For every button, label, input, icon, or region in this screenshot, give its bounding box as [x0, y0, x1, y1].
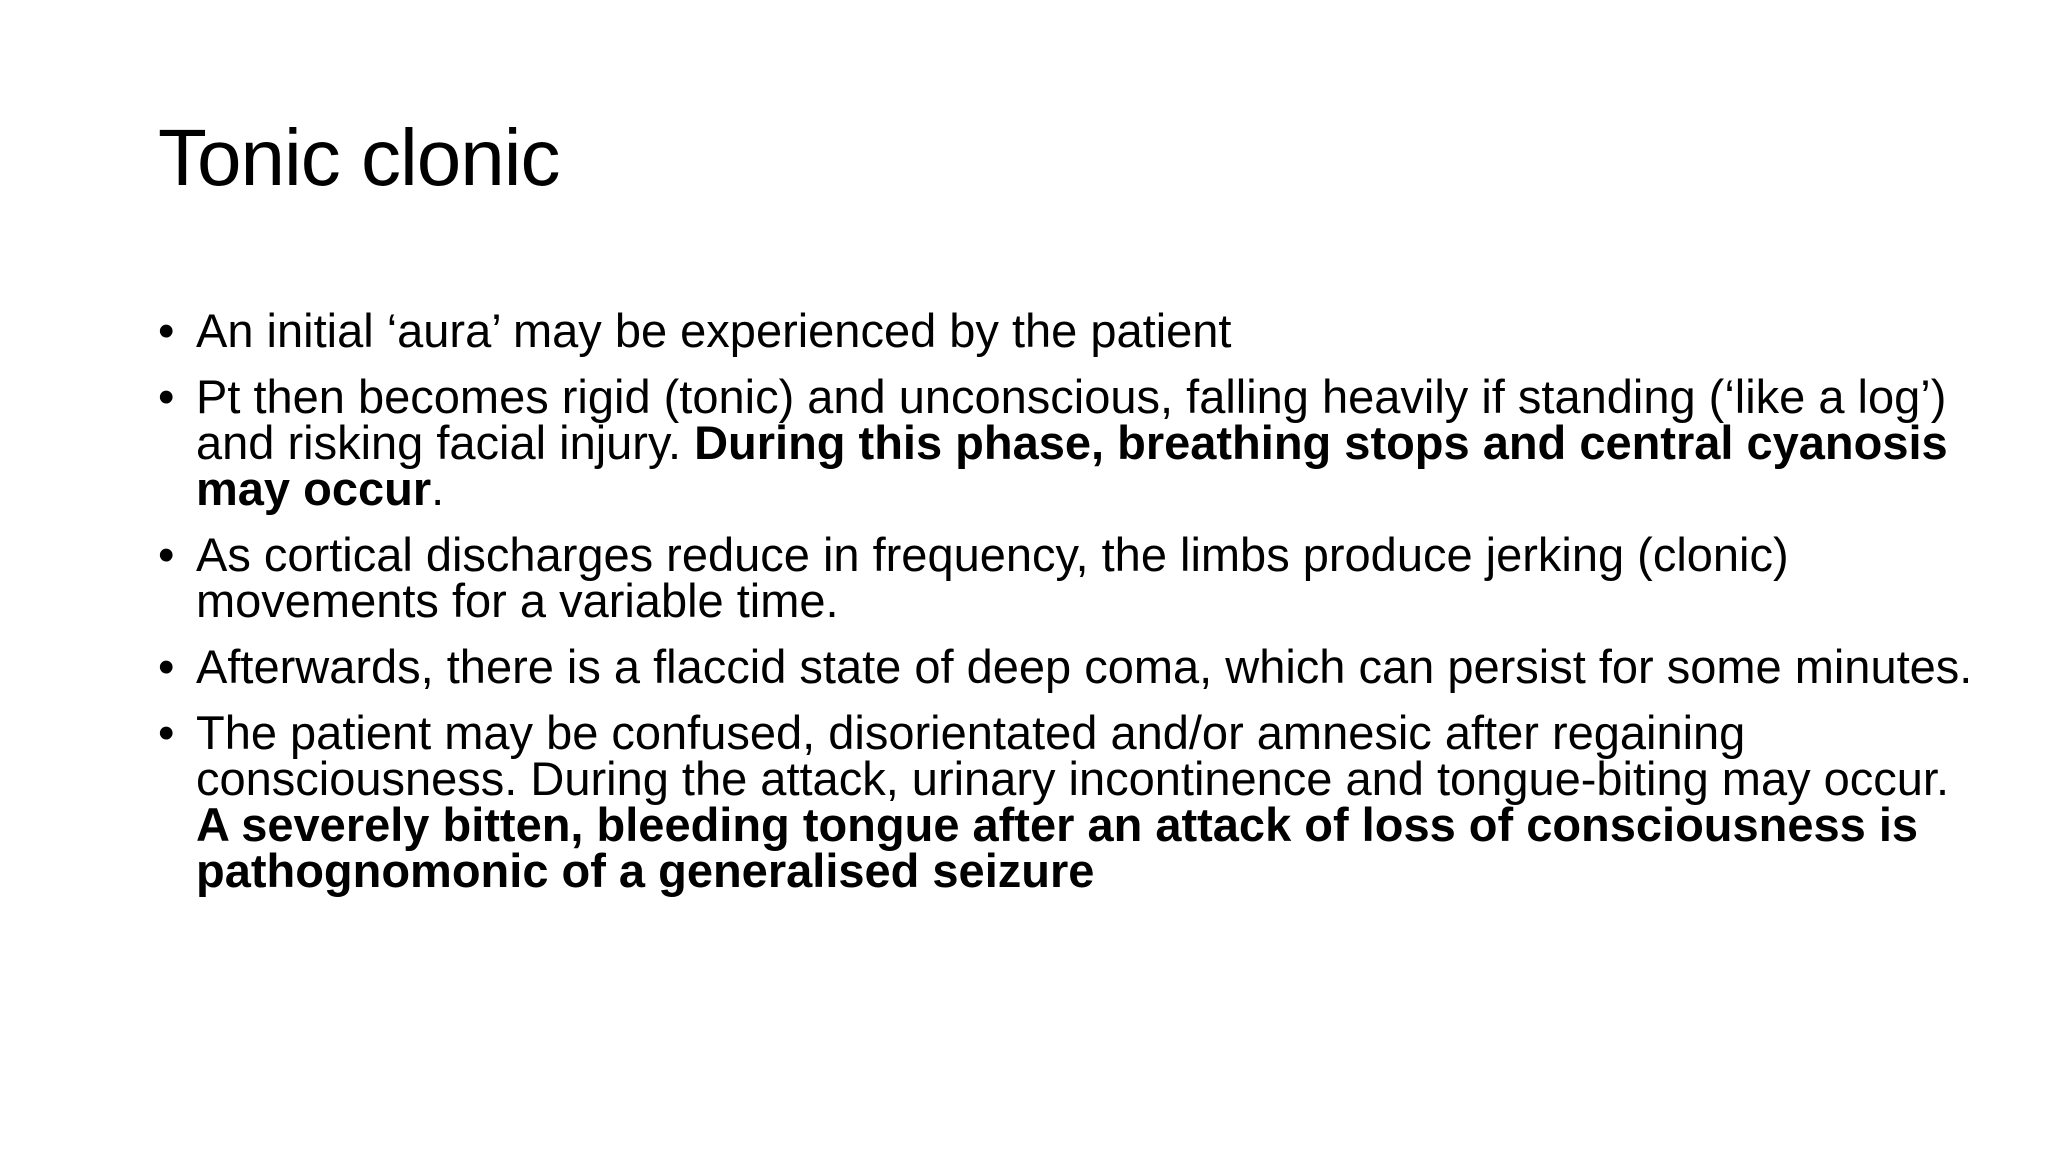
slide-title: Tonic clonic	[158, 113, 560, 202]
bullet-tail-text: .	[431, 462, 445, 515]
bullet-normal-text: The patient may be confused, disorientated and/or amnesic after regaining consciousness. During the attack, urinary incontinence and tongue-biting may occur.	[196, 706, 1950, 805]
bullet-normal-text: An initial ‘aura’ may be experienced by the patient	[196, 304, 1232, 357]
bullet-item-clonic-phase	[158, 528, 1988, 627]
bullet-normal-text: Pt then becomes rigid (tonic) and unconscious, falling heavily if standing (‘like a log’) and risking facial injury.	[196, 370, 1947, 469]
bullet-list	[158, 304, 1988, 914]
bullet-normal-text: Afterwards, there is a flaccid state of deep coma, which can persist for some minutes.	[196, 640, 1973, 693]
bullet-text	[196, 706, 1949, 897]
bullet-item-flaccid-coma	[158, 640, 1988, 693]
bullet-dot: •	[158, 370, 175, 423]
bullet-text	[196, 528, 1789, 627]
bullet-bold-text: During this phase, breathing stops and central cyanosis may occur	[196, 416, 1948, 515]
bullet-bold-text: A severely bitten, bleeding tongue after an attack of loss of consciousness is pathognomonic of a generalised seizure	[196, 798, 1919, 897]
bullet-text	[196, 370, 1948, 515]
bullet-text	[196, 640, 1972, 693]
bullet-dot: •	[158, 528, 175, 581]
bullet-text	[196, 304, 1232, 357]
bullet-item-tonic-phase	[158, 370, 1988, 515]
bullet-dot: •	[158, 706, 175, 759]
bullet-dot: •	[158, 304, 175, 357]
bullet-dot: •	[158, 640, 175, 693]
bullet-normal-text: As cortical discharges reduce in frequency, the limbs produce jerking (clonic) movements for a variable time.	[196, 528, 1789, 627]
bullet-item-post-ictal	[158, 706, 1988, 897]
bullet-item-aura	[158, 304, 1988, 357]
